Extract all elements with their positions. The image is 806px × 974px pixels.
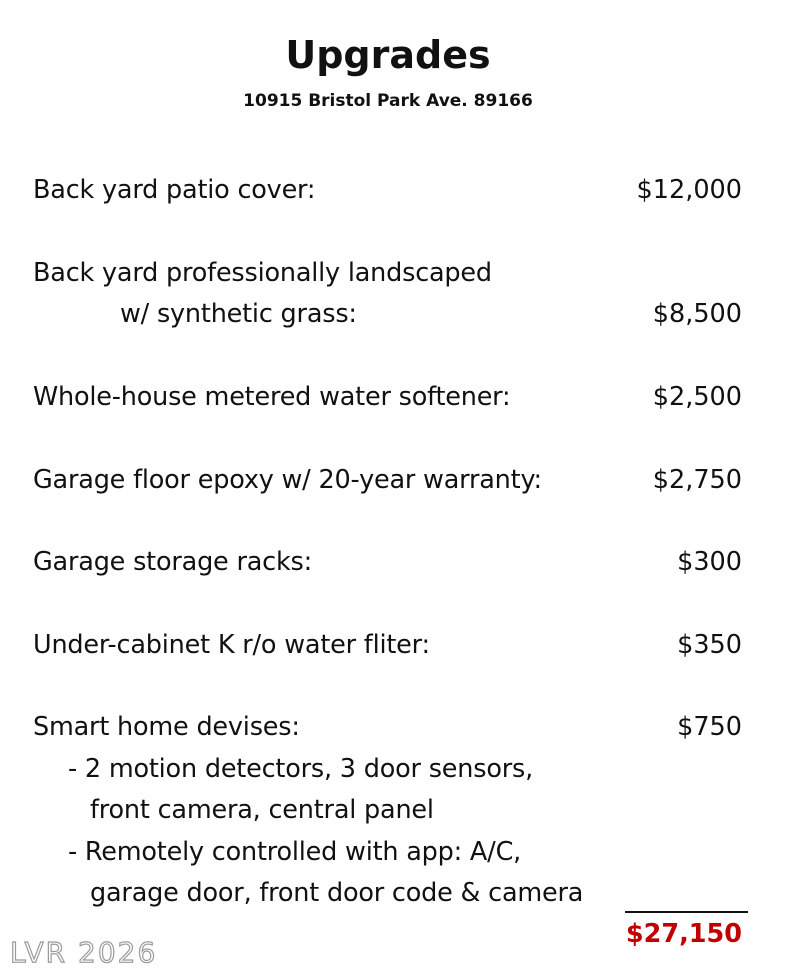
item-label-landscaping-cont: w/ synthetic grass: xyxy=(120,299,357,329)
item-amount-landscaping: $8,500 xyxy=(652,299,742,329)
smart-home-detail-3: - Remotely controlled with app: A/C, xyxy=(68,837,522,867)
item-label-water-filter: Under-cabinet K r/o water fliter: xyxy=(33,630,430,660)
item-label-landscaping: Back yard professionally landscaped xyxy=(33,258,492,288)
smart-home-detail-1: - 2 motion detectors, 3 door sensors, xyxy=(68,754,533,784)
item-label-smart-home: Smart home devises: xyxy=(33,712,300,742)
page-title: Upgrades xyxy=(285,33,491,77)
item-label-garage-epoxy: Garage floor epoxy w/ 20-year warranty: xyxy=(33,465,542,495)
item-amount-garage-epoxy: $2,750 xyxy=(652,465,742,495)
item-label-water-softener: Whole-house metered water softener: xyxy=(33,382,511,412)
property-address: 10915 Bristol Park Ave. 89166 xyxy=(243,91,533,111)
smart-home-detail-2: front camera, central panel xyxy=(90,795,434,825)
item-amount-storage-racks: $300 xyxy=(677,547,742,577)
item-amount-patio-cover: $12,000 xyxy=(636,175,742,205)
item-amount-water-softener: $2,500 xyxy=(652,382,742,412)
item-amount-water-filter: $350 xyxy=(677,630,742,660)
total-rule xyxy=(625,911,748,913)
item-label-patio-cover: Back yard patio cover: xyxy=(33,175,316,205)
watermark: LVR 2026 xyxy=(10,936,158,969)
item-label-storage-racks: Garage storage racks: xyxy=(33,547,313,577)
total-amount: $27,150 xyxy=(625,919,742,949)
smart-home-detail-4: garage door, front door code & camera xyxy=(90,878,584,908)
item-amount-smart-home: $750 xyxy=(677,712,742,742)
